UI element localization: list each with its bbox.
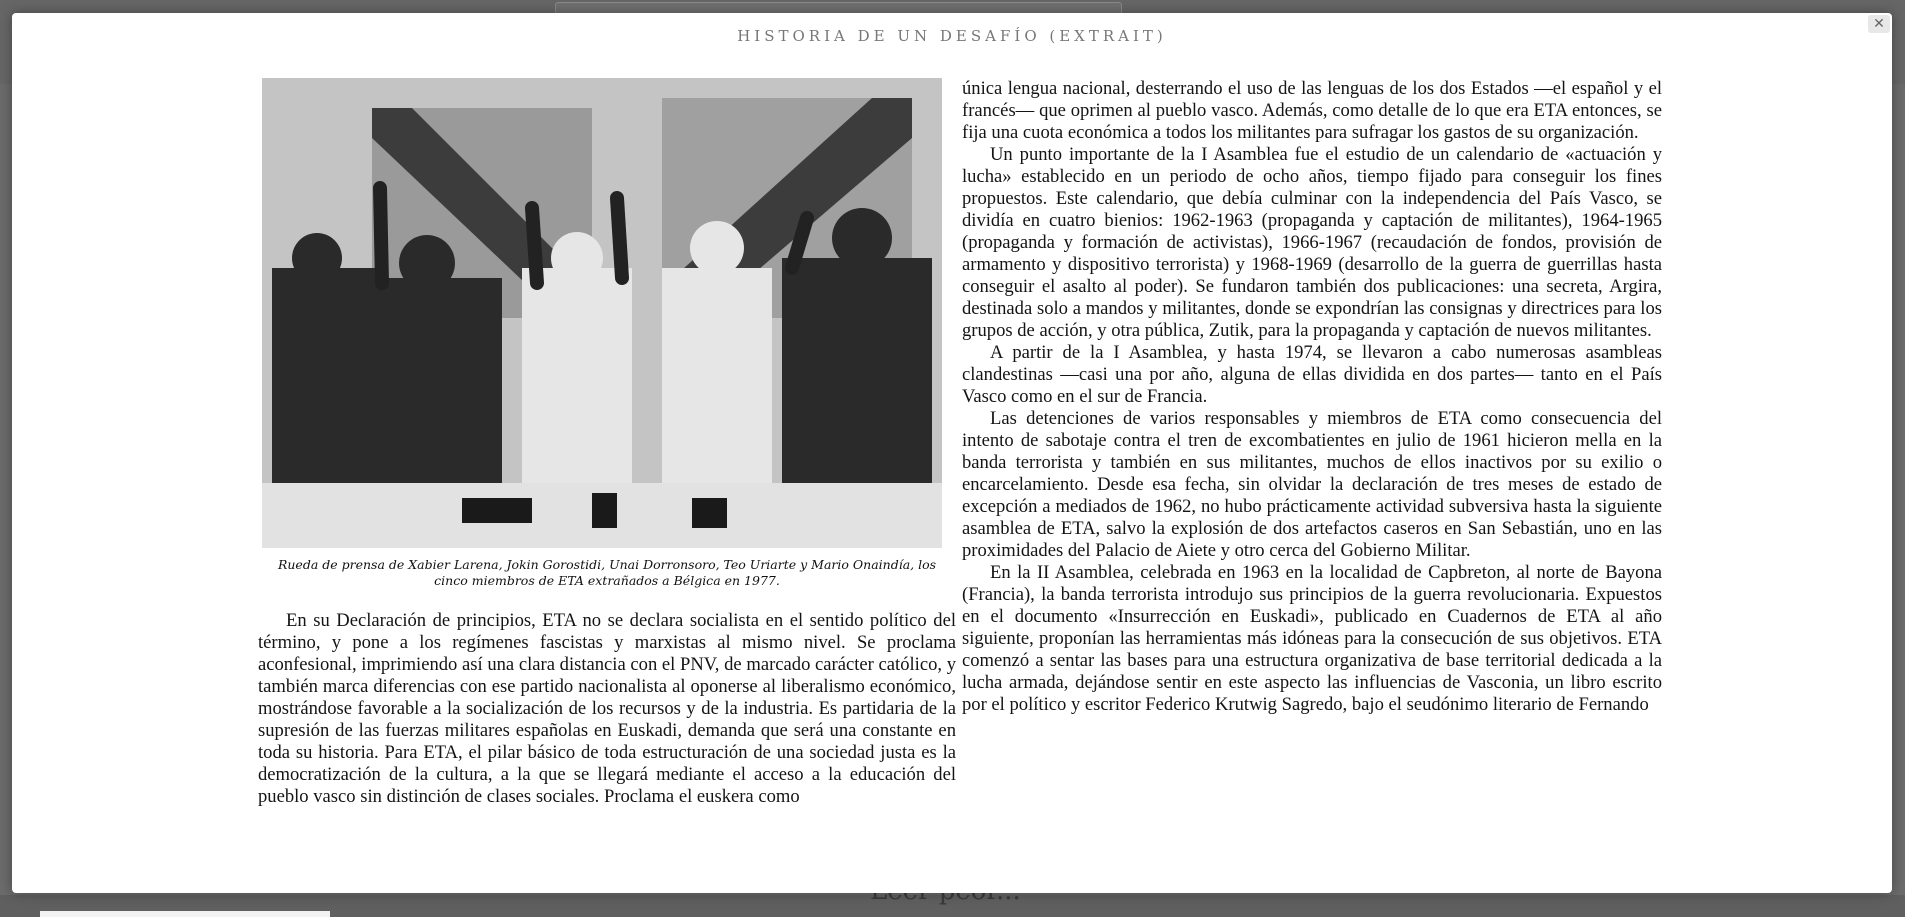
photo-caption: Rueda de prensa de Xabier Larena, Jokin Gorostidi, Unai Dorronsoro, Teo Uriarte y Mario Onaindía, los cinco miembros de ETA extrañados a Bélgica en 1977. (277, 557, 937, 588)
paragraph: única lengua nacional, desterrando el uso de las lenguas de los dos Estados —el español y el francés— que oprimen al pueblo vasco. Además, como detalle de lo que era ETA entonces, se fija una cuota económica a todos los militantes para sufragar los gastos de su organización. (962, 78, 1662, 143)
background-footer-tab (40, 911, 330, 917)
paragraph: Las detenciones de varios responsables y miembros de ETA como consecuencia del intento de sabotaje contra el tren de excombatientes en julio de 1961 hicieron mella en la banda terrorista y también en sus militantes, muchos de ellos inactivos por su exilio o encarcelamiento. Desde esa fecha, sin olvidar la declaración de tres meses de estado de excepción a mediados de 1962, no hubo prácticamente actividad subversiva hasta la siguiente asamblea de ETA, salvo la explosión de dos artefactos caseros en San Sebastián, uno en las proximidades del Palacio de Aiete y otro cerca del Gobierno Militar. (962, 408, 1662, 561)
paragraph: A partir de la I Asamblea, y hasta 1974, se llevaron a cabo numerosas asambleas clandestinas —casi una por año, alguna de ellas dividida en dos partes— tanto en el País Vasco como en el sur de Francia. (962, 342, 1662, 407)
paragraph: Un punto importante de la I Asamblea fue el estudio de un calendario de «actuación y lucha» establecido en un periodo de ocho años, tiempo fijado para conseguir los fines propuestos. Este calendario, que debía culminar con la independencia del País Vasco, se dividía en cuatro bienios: 1962-1963 (propaganda y captación de militantes), 1964-1965 (propaganda y formación de activistas), 1966-1967 (recaudación de fondos, provisión de armamento y dispositivo terrorista) y 1968-1969 (desarrollo de la guerra de guerrillas hasta conseguir el asalto al poder). Se fundaron también dos publicaciones: una secreta, Argira, destinada solo a mandos y militantes, donde se expondrían las consignas y directrices para los grupos de acción, y otra pública, Zutik, para la propaganda y captación de nuevos militantes. (962, 144, 1662, 341)
close-icon: ✕ (1873, 16, 1885, 32)
photo-illustration (262, 78, 942, 548)
close-button[interactable] (1868, 15, 1890, 33)
paragraph: En la II Asamblea, celebrada en 1963 en la localidad de Capbreton, al norte de Bayona (Francia), la banda terrorista introdujo sus principios de la guerra revolucionaria. Expuestos en el documento «Insurrección en Euskadi», publicado en Cuadernos de ETA al año siguiente, proponían las herramientas más idóneas para la consecución de sus objetivos. ETA comenzó a sentar las bases para una estructura organizativa de base territorial dedicada a la lucha armada, dejándose sentir en este aspecto las influencias de Vasconia, un libro escrito por el político y escritor Federico Krutwig Sagredo, bajo el seudónimo literario de Fernando (962, 562, 1662, 715)
reader-modal (12, 13, 1892, 893)
paragraph: En su Declaración de principios, ETA no se declara socialista en el sentido político del término, y pone a los regímenes fascistas y marxistas al mismo nivel. Se proclama aconfesional, imprimiendo así una clara distancia con el PNV, de marcado carácter católico, y también marca diferencias con ese partido nacionalista al oponerse al liberalismo económico, mostrándose favorable a la socialización de los recursos y de la industria. Es partidaria de la supresión de las fuerzas militares españolas en Euskadi, demanda que será una constante en toda su historia. Para ETA, el pilar básico de toda estructuración de una sociedad justa es la democratización de la cultura, a la que se llegará mediante el acceso a la educación del pueblo vasco sin distinción de clases sociales. Proclama el euskera como (258, 610, 956, 807)
modal-title: HISTORIA DE UN DESAFÍO (EXTRAIT) (737, 27, 1167, 45)
press-conference-photo (262, 78, 942, 548)
left-column (258, 610, 956, 808)
right-column (962, 78, 1662, 716)
